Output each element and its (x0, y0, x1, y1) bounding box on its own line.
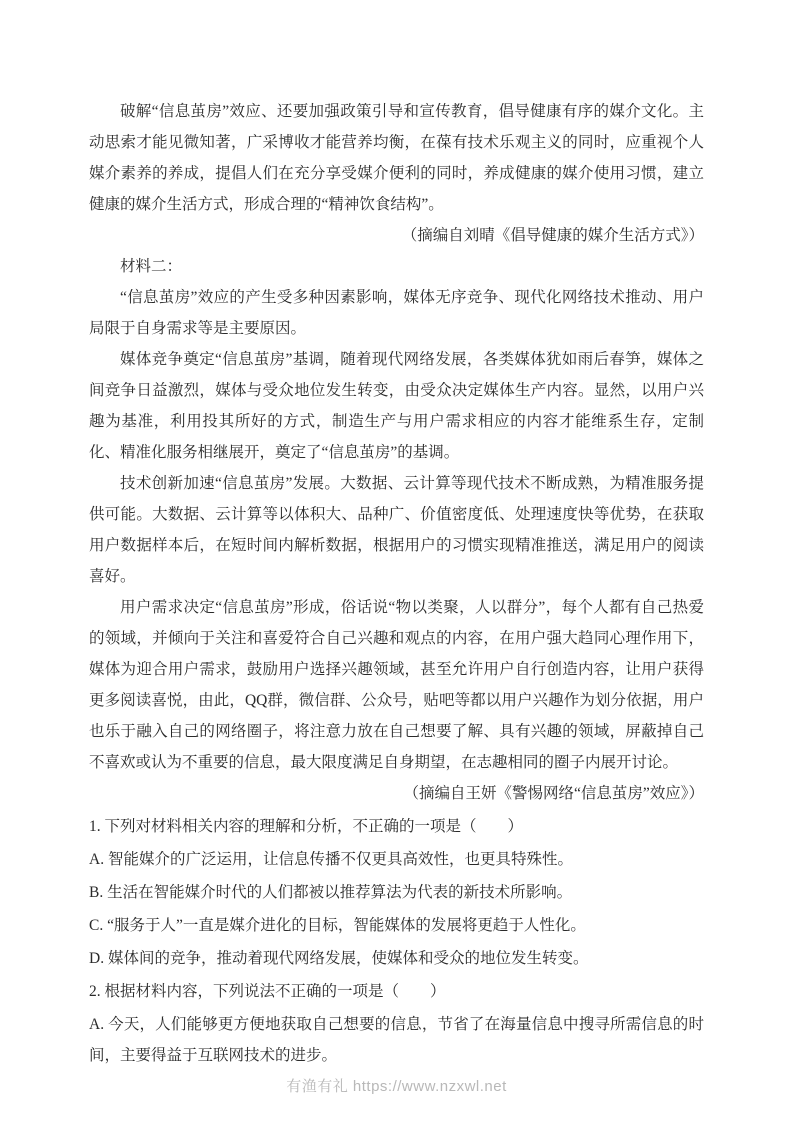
question-1: 1. 下列对材料相关内容的理解和分析，不正确的一项是（ ） (89, 818, 524, 835)
material-two-paragraph-3: 技术创新加速“信息茧房”发展。大数据、云计算等现代技术不断成熟，为精准服务提供可能。大数据、云计算等以体积大、品种广、价值密度低、处理速度快等优势，在获取用户数据样本后，在短时间内解析数据，根据用户的习惯实现精准推送，满足用户的阅读喜好。 (89, 475, 704, 585)
question-1-option-a: A. 智能媒介的广泛运用，让信息传播不仅更具高效性，也更具特殊性。 (89, 851, 573, 868)
question-1-option-d: D. 媒体间的竞争，推动着现代网络发展，使媒体和受众的地位发生转变。 (89, 950, 589, 967)
material-two-source-attribution: （摘编自王妍《警惕网络“信息茧房”效应》） (403, 785, 704, 802)
question-2-option-a: A. 今天，人们能够更方便地获取自己想要的信息，节省了在海量信息中搜寻所需信息的时间，主要得益于互联网技术的进步。 (89, 1016, 704, 1064)
material-two-paragraph-2: 媒体竞争奠定“信息茧房”基调，随着现代网络发展，各类媒体犹如雨后春笋，媒体之间竞争日益激烈，媒体与受众地位发生转变，由受众决定媒体生产内容。显然，以用户兴趣为基准，利用投其所好的方式，制造生产与用户需求相应的内容才能维系生存，定制化、精准化服务相继展开，奠定了“信息茧房”的基调。 (89, 351, 704, 461)
question-2: 2. 根据材料内容，下列说法不正确的一项是（ ） (89, 983, 446, 1000)
material-one-paragraph: 破解“信息茧房”效应、还要加强政策引导和宣传教育，倡导健康有序的媒介文化。主动思索才能见微知著，广采博收才能营养均衡，在葆有技术乐观主义的同时，应重视个人媒介素养的养成，提倡人们在充分享受媒介便利的同时，养成健康的媒介使用习惯，建立健康的媒介生活方式，形成合理的“精神饮食结构”。 (89, 103, 704, 213)
material-one-source-attribution: （摘编自刘晴《倡导健康的媒介生活方式》） (401, 227, 704, 244)
watermark-footer: 有渔有礼 https://www.nzxwl.net (286, 1078, 507, 1095)
material-two-heading: 材料二： (120, 258, 183, 275)
question-1-option-c: C. “服务于人”一直是媒介进化的目标，智能媒体的发展将更趋于人性化。 (89, 917, 586, 934)
material-two-paragraph-4: 用户需求决定“信息茧房”形成，俗话说“物以类聚，人以群分”，每个人都有自己热爱的领域，并倾向于关注和喜爱符合自己兴趣和观点的内容，在用户强大趋同心理作用下，媒体为迎合用户需求，鼓励用户选择兴趣领域，甚至允许用户自行创造内容，让用户获得更多阅读喜悦，由此，QQ群，微信群、公众号，贴吧等都以用户兴趣作为划分依据，用户也乐于融入自己的网络圈子，将注意力放在自己想要了解、具有兴趣的领域，屏蔽掉自己不喜欢或认为不重要的信息，最大限度满足自身期望，在志趣相同的圈子内展开讨论。 (89, 599, 704, 771)
material-two-paragraph-1: “信息茧房”效应的产生受多种因素影响，媒体无序竞争、现代化网络技术推动、用户局限于自身需求等是主要原因。 (89, 289, 704, 337)
question-1-option-b: B. 生活在智能媒介时代的人们都被以推荐算法为代表的新技术所影响。 (89, 884, 573, 901)
